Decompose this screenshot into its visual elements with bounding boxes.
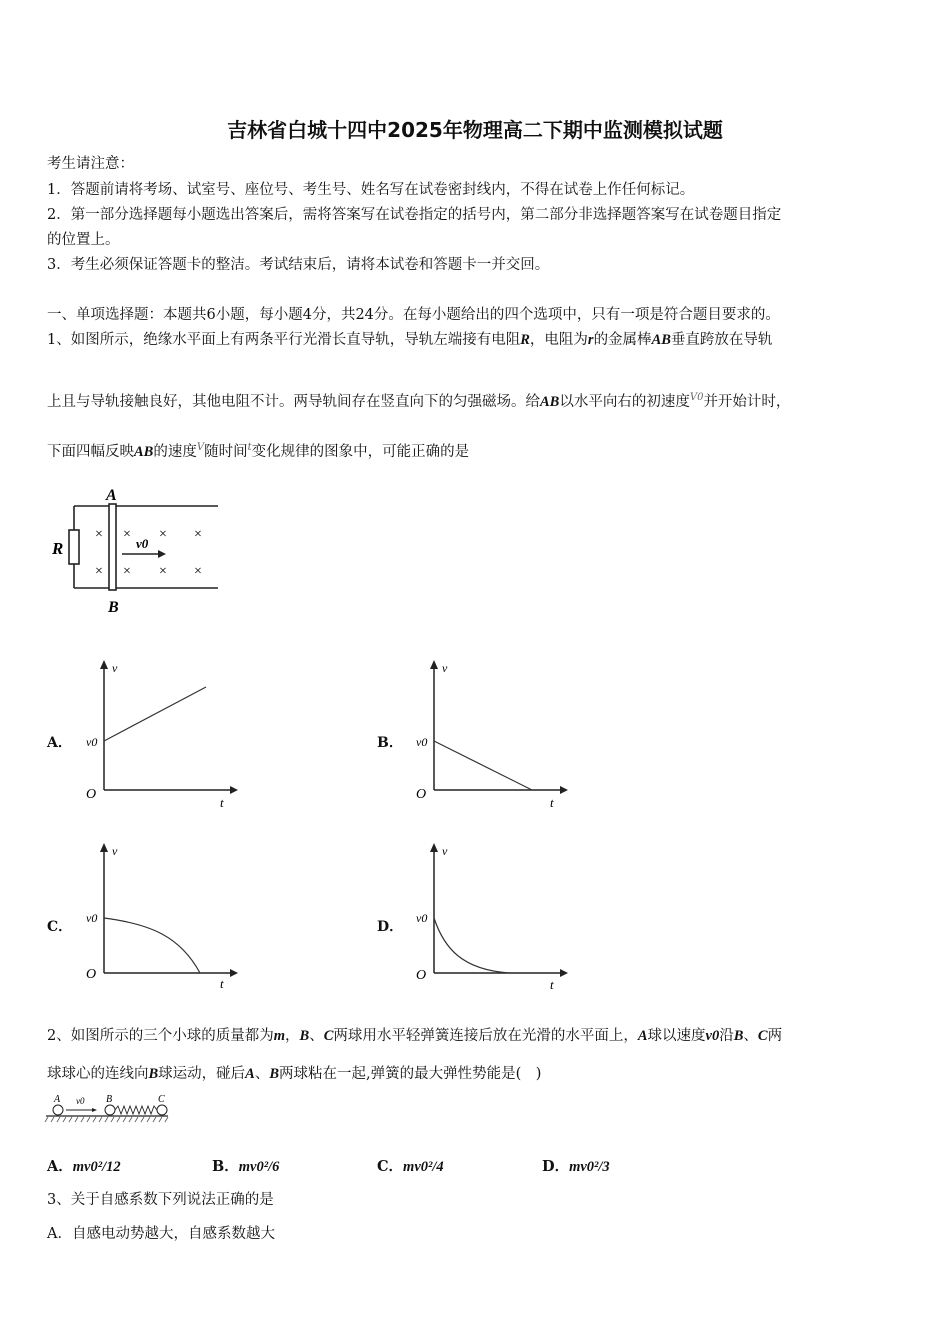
q2-line-1: 2、如图所示的三个小球的质量都为m，B、C两球用水平轻弹簧连接后放在光滑的水平面上，A球以速度v0沿B、C两 xyxy=(47,1028,783,1044)
q1-option-c-graph xyxy=(80,838,240,996)
q1-option-d-graph xyxy=(410,838,570,996)
page-title: 吉林省白城十四中2025年物理高二下期中监测模拟试题 xyxy=(227,118,723,142)
section-heading: 一、单项选择题：本题共6小题，每小题4分，共24分。在每小题给出的四个选项中，只有一项是符合题目要求的。 xyxy=(47,307,780,323)
q2-option-d: D．mv0²/3 xyxy=(542,1158,610,1175)
svg-text:t: t xyxy=(220,795,224,810)
ball-a-icon xyxy=(53,1105,63,1115)
svg-text:t: t xyxy=(550,795,554,810)
svg-text:v: v xyxy=(442,844,448,858)
q2-option-b: B．mv0²/6 xyxy=(212,1158,280,1175)
svg-text:v0: v0 xyxy=(416,911,428,925)
svg-text:v: v xyxy=(442,661,448,675)
q1-option-b-curve xyxy=(434,741,532,790)
notice-item-2-cont: 的位置上。 xyxy=(47,232,120,248)
field-cross: × xyxy=(159,564,167,579)
ball-b-icon xyxy=(105,1105,115,1115)
svg-text:O: O xyxy=(416,968,427,983)
field-cross: × xyxy=(159,527,167,542)
svg-text:v0: v0 xyxy=(76,1096,85,1106)
field-cross: × xyxy=(194,564,202,579)
q1-option-a-letter: A． xyxy=(47,735,72,751)
notice-item-3: 3．考生必须保证答题卡的整洁。考试结束后，请将本试卷和答题卡一并交回。 xyxy=(47,257,550,273)
rod-label-b: B xyxy=(108,599,119,616)
field-cross: × xyxy=(123,564,131,579)
q1-line-2: 上且与导轨接触良好，其他电阻不计。两导轨间存在竖直向下的匀强磁场。给AB以水平向右的初速度$^{V0}$并开始计时， xyxy=(47,392,791,410)
svg-text:v: v xyxy=(112,661,118,675)
q2-spring-figure xyxy=(44,1092,172,1126)
q1-option-b-letter: B． xyxy=(377,735,403,751)
svg-text:v0: v0 xyxy=(86,735,98,749)
notice-item-1: 1．答题前请将考场、试室号、座位号、考生号、姓名写在试卷密封线内，不得在试卷上作任何标记。 xyxy=(47,182,695,198)
svg-text:v: v xyxy=(112,844,118,858)
q1-option-d-curve xyxy=(434,918,510,973)
field-cross: × xyxy=(95,564,103,579)
svg-text:v0: v0 xyxy=(416,735,428,749)
field-cross: × xyxy=(95,527,103,542)
svg-text:t: t xyxy=(220,976,224,991)
q1-option-a-curve xyxy=(104,687,206,741)
rod-label-a: A xyxy=(106,487,117,504)
q1-line-1: 1、如图所示，绝缘水平面上有两条平行光滑长直导轨，导轨左端接有电阻R，电阻为r的金属棒AB垂直跨放在导轨 xyxy=(47,332,773,348)
q3-stem: 3、关于自感系数下列说法正确的是 xyxy=(47,1192,274,1208)
q2-option-c: C．mv0²/4 xyxy=(377,1158,444,1175)
q1-rail-figure xyxy=(48,484,228,616)
svg-text:O: O xyxy=(416,787,427,802)
svg-text:A: A xyxy=(54,1094,61,1105)
velocity-arrow-icon xyxy=(158,550,166,558)
q1-option-a-graph xyxy=(80,655,240,813)
rod-icon xyxy=(109,504,116,590)
notice-heading: 考生请注意： xyxy=(47,156,134,172)
q1-option-b-graph xyxy=(410,655,570,813)
q1-option-c-letter: C． xyxy=(47,919,73,935)
resistor-icon xyxy=(69,530,79,564)
q3-option-a: A．自感电动势越大，自感系数越大 xyxy=(47,1226,275,1242)
field-cross: × xyxy=(123,527,131,542)
spring-icon xyxy=(115,1106,157,1114)
ball-c-icon xyxy=(157,1105,167,1115)
svg-text:O: O xyxy=(86,967,97,982)
q1-option-d-letter: D． xyxy=(377,919,404,935)
svg-text:O: O xyxy=(86,787,97,802)
q1-line-3: 下面四幅反映AB的速度$^V$随时间$^t$变化规律的图象中，可能正确的是 xyxy=(47,442,470,460)
q2-line-2: 球球心的连线向B球运动，碰后A、B两球粘在一起,弹簧的最大弹性势能是( ) xyxy=(47,1066,542,1082)
q1-option-c-curve xyxy=(104,918,200,973)
field-cross: × xyxy=(194,527,202,542)
svg-text:B: B xyxy=(106,1094,113,1105)
svg-text:C: C xyxy=(158,1094,165,1105)
resistor-label: R xyxy=(52,539,64,558)
velocity-arrow-icon xyxy=(92,1108,97,1112)
velocity-label: v0 xyxy=(136,536,149,551)
q2-option-a: A．mv0²/12 xyxy=(47,1158,121,1175)
notice-item-2: 2．第一部分选择题每小题选出答案后，需将答案写在试卷指定的括号内，第二部分非选择题答案写在试卷题目指定 xyxy=(47,207,782,223)
svg-text:t: t xyxy=(550,977,554,992)
svg-text:v0: v0 xyxy=(86,911,98,925)
